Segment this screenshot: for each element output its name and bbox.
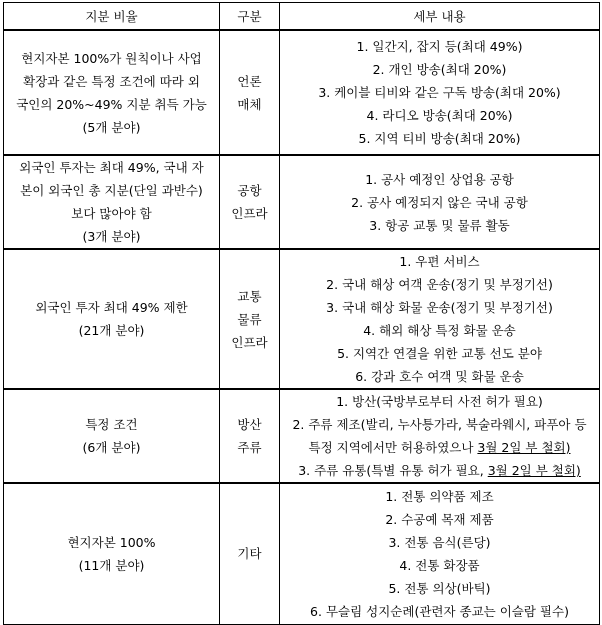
ratio-line: 확장과 같은 특정 조건에 따라 외 bbox=[23, 73, 200, 89]
header-details: 세부 내용 bbox=[280, 3, 600, 31]
table-row-transport bbox=[4, 249, 600, 389]
detail-item: 2. 개인 방송(최대 20%) bbox=[372, 62, 507, 77]
detail-item: 1. 방산(국방부로부터 사전 허가 필요) bbox=[336, 394, 543, 409]
ratio-cell bbox=[4, 483, 220, 624]
category-line: 교통 bbox=[237, 288, 262, 304]
header-ratio: 지분 비율 bbox=[4, 3, 220, 31]
detail-item: 4. 해외 해상 특정 화물 운송 bbox=[363, 323, 516, 338]
details-cell bbox=[280, 389, 600, 483]
ratio-line: 본이 외국인 총 지분(단일 과반수) bbox=[20, 183, 203, 198]
withdrawn-note: 3월 2일 부 철회) bbox=[487, 463, 581, 478]
category-line: 기타 bbox=[237, 546, 262, 562]
ratio-count: (11개 분야) bbox=[78, 557, 145, 573]
detail-item-continued bbox=[280, 436, 599, 459]
ratio-count: (21개 분야) bbox=[78, 323, 145, 338]
category-line: 인프라 bbox=[231, 206, 268, 221]
detail-item: 6. 강과 호수 여객 및 화물 운송 bbox=[355, 369, 524, 384]
detail-item bbox=[280, 459, 599, 482]
category-cell bbox=[220, 30, 280, 155]
ratio-line: 외국인 투자는 최대 49%, 국내 자 bbox=[19, 160, 204, 175]
ratio-cell bbox=[4, 30, 220, 155]
ratio-cell bbox=[4, 249, 220, 389]
detail-item: 2. 주류 제조(발리, 누사틍가라, 북술라웨시, 파푸아 등 bbox=[292, 417, 587, 432]
category-line: 물류 bbox=[237, 311, 262, 327]
table-row-defense-liquor bbox=[4, 389, 600, 483]
header-category: 구분 bbox=[220, 3, 280, 31]
detail-item: 1. 일간지, 잡지 등(최대 49%) bbox=[356, 39, 523, 54]
ratio-cell bbox=[4, 155, 220, 249]
detail-item: 1. 우편 서비스 bbox=[399, 254, 480, 269]
category-cell bbox=[220, 389, 280, 483]
table-row-media bbox=[4, 30, 600, 155]
detail-item: 2. 공사 예정되지 않은 국내 공항 bbox=[351, 194, 528, 210]
ratio-count: (3개 분야) bbox=[82, 229, 141, 244]
ratio-line: 현지자본 100% bbox=[67, 534, 156, 550]
details-cell bbox=[280, 155, 600, 249]
detail-item: 1. 공사 예정인 상업용 공항 bbox=[365, 171, 514, 187]
detail-item: 3. 케이블 티비와 같은 구독 방송(최대 20%) bbox=[318, 85, 561, 100]
detail-item: 3. 전통 음식(른당) bbox=[388, 534, 491, 550]
table-row-airport bbox=[4, 155, 600, 249]
ratio-cell bbox=[4, 389, 220, 483]
ratio-line: 특정 조건 bbox=[85, 417, 138, 432]
detail-text: 특정 지역에서만 허용하였으나 bbox=[308, 440, 478, 455]
category-cell bbox=[220, 155, 280, 249]
category-cell bbox=[220, 249, 280, 389]
investment-table-container bbox=[3, 2, 599, 619]
ratio-line: 국인의 20%~49% 지분 취득 가능 bbox=[16, 96, 207, 112]
ratio-count: (5개 분야) bbox=[82, 119, 141, 135]
detail-item: 3. 국내 해상 화물 운송(정기 및 부정기선) bbox=[326, 300, 553, 315]
detail-item: 1. 전통 의약품 제조 bbox=[385, 488, 494, 504]
detail-item: 5. 지역간 연결을 위한 교통 선도 분야 bbox=[337, 346, 542, 361]
category-line: 인프라 bbox=[231, 334, 268, 350]
table-header-row bbox=[4, 3, 600, 31]
category-line: 주류 bbox=[237, 440, 262, 455]
detail-item: 3. 항공 교통 및 물류 활동 bbox=[369, 217, 510, 233]
detail-item: 5. 전통 의상(바틱) bbox=[388, 580, 491, 596]
detail-item: 5. 지역 티비 방송(최대 20%) bbox=[358, 131, 521, 146]
category-line: 매체 bbox=[237, 96, 262, 112]
detail-item: 2. 수공예 목재 제품 bbox=[385, 511, 494, 527]
details-cell bbox=[280, 483, 600, 624]
ratio-line: 보다 많아야 함 bbox=[71, 206, 152, 221]
detail-item: 4. 전통 화장품 bbox=[399, 557, 480, 573]
ratio-line: 현지자본 100%가 원칙이나 사업 bbox=[21, 50, 202, 66]
category-line: 언론 bbox=[237, 73, 262, 89]
category-line: 공항 bbox=[237, 183, 262, 198]
table-row-other bbox=[4, 483, 600, 624]
ratio-count: (6개 분야) bbox=[82, 440, 141, 455]
details-cell bbox=[280, 249, 600, 389]
detail-item: 6. 무슬림 성지순례(관련자 종교는 이슬람 필수) bbox=[310, 603, 569, 619]
withdrawn-note: 3월 2일 부 철회) bbox=[477, 440, 571, 455]
detail-item: 2. 국내 해상 여객 운송(정기 및 부정기선) bbox=[326, 277, 553, 292]
category-cell bbox=[220, 483, 280, 624]
detail-text: 3. 주류 유통(특별 유통 허가 필요, bbox=[298, 463, 488, 478]
ratio-line: 외국인 투자 최대 49% 제한 bbox=[35, 300, 188, 315]
category-line: 방산 bbox=[237, 417, 262, 432]
investment-table bbox=[3, 2, 600, 625]
detail-item: 4. 라디오 방송(최대 20%) bbox=[366, 108, 513, 123]
details-cell bbox=[280, 30, 600, 155]
